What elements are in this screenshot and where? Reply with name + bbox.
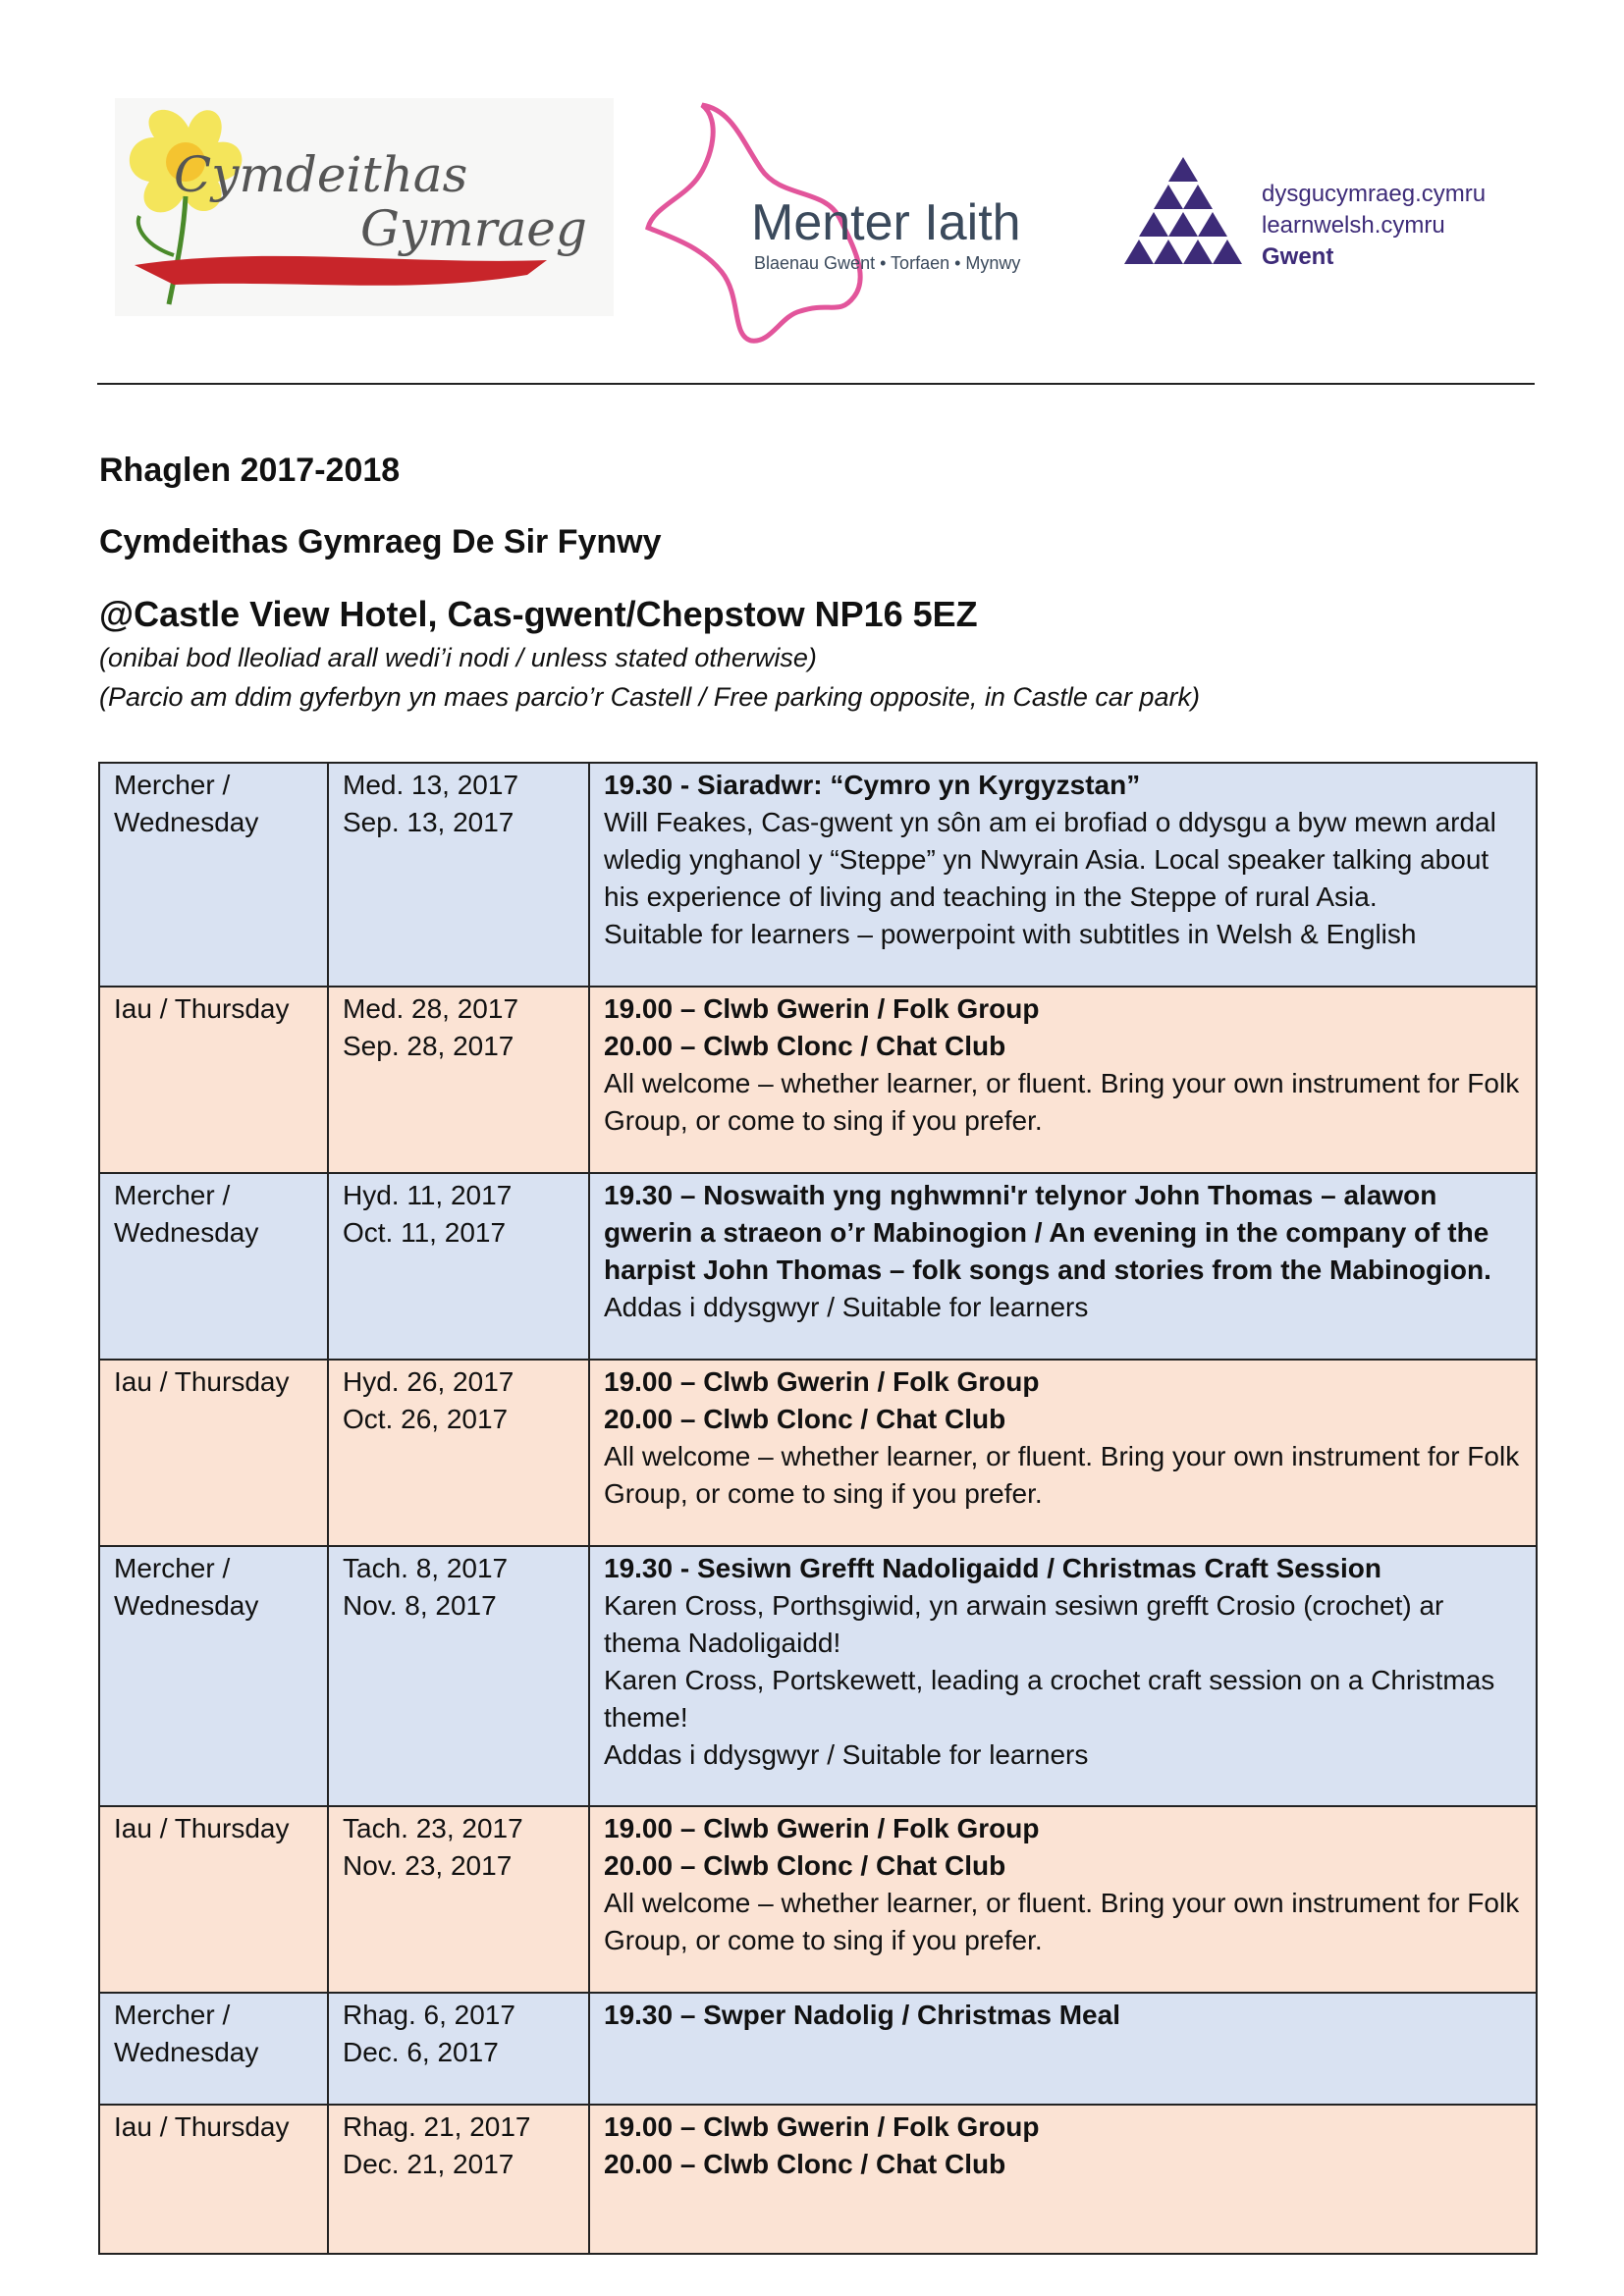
event-desc: Will Feakes, Cas-gwent yn sôn am ei brofiad o ddysgu a byw mewn ardal wledig ynghanol y “Steppe” yn Nwyrain Asia. Local speaker talking about his experience of living and teaching in the Steppe of rural Asia. [604,807,1496,912]
event-day: Iau / Thursday [99,2105,328,2254]
event-details [589,987,1537,1173]
society-name: Cymdeithas Gymraeg De Sir Fynwy [99,523,662,561]
event-desc: Addas i ddysgwyr / Suitable for learners [604,1292,1089,1322]
event-title: 20.00 – Clwb Clonc / Chat Club [604,1404,1006,1434]
learnwelsh-logo [1124,152,1537,280]
event-date: Hyd. 26, 2017 Oct. 26, 2017 [328,1360,589,1546]
event-desc: All welcome – whether learner, or fluent. Bring your own instrument for Folk Group, or come to sing if you prefer. [604,1068,1520,1136]
programme-title: Rhaglen 2017-2018 [99,452,401,489]
event-desc: Suitable for learners – powerpoint with subtitles in Welsh & English [604,919,1417,949]
event-desc: Karen Cross, Porthsgiwid, yn arwain sesiwn grefft Crosio (crochet) ar thema Nadoligaidd! [604,1590,1444,1658]
event-day: Mercher / Wednesday [99,1993,328,2105]
event-day: Mercher / Wednesday [99,1173,328,1360]
venue-address: @Castle View Hotel, Cas-gwent/Chepstow NP16 5EZ [99,594,978,634]
event-row [99,2105,1537,2254]
logo-lw-line1: dysgucymraeg.cymru [1262,181,1487,207]
programme-table [98,762,1538,2255]
parking-note: (Parcio am ddim gyferbyn yn maes parcio’r Castell / Free parking opposite, in Castle car park) [99,682,1200,712]
logo-cg-line2: Gymraeg [360,200,587,257]
event-day: Iau / Thursday [99,1806,328,1993]
triangle-mark-icon [1124,157,1242,264]
event-day: Mercher / Wednesday [99,1546,328,1806]
header-divider [97,383,1535,385]
event-date: Hyd. 11, 2017 Oct. 11, 2017 [328,1173,589,1360]
cymdeithas-gymraeg-logo [115,98,614,316]
event-details [589,1173,1537,1360]
event-title: 20.00 – Clwb Clonc / Chat Club [604,2149,1006,2179]
menter-iaith-logo [643,100,1075,346]
event-title: 19.30 - Siaradwr: “Cymro yn Kyrgyzstan” [604,770,1141,800]
event-row [99,1546,1537,1806]
event-date: Tach. 23, 2017 Nov. 23, 2017 [328,1806,589,1993]
event-row [99,1173,1537,1360]
event-desc: Addas i ddysgwyr / Suitable for learners [604,1739,1089,1770]
logo-mi-subtitle: Blaenau Gwent • Torfaen • Mynwy [754,253,1021,273]
event-details [589,1360,1537,1546]
event-details [589,2105,1537,2254]
event-row [99,763,1537,987]
logo-lw-line3: Gwent [1262,243,1334,270]
event-row [99,1360,1537,1546]
event-date: Tach. 8, 2017 Nov. 8, 2017 [328,1546,589,1806]
event-desc: All welcome – whether learner, or fluent. Bring your own instrument for Folk Group, or come to sing if you prefer. [604,1441,1520,1509]
event-title: 19.00 – Clwb Gwerin / Folk Group [604,993,1040,1024]
event-day: Iau / Thursday [99,1360,328,1546]
event-details [589,763,1537,987]
event-date: Med. 13, 2017 Sep. 13, 2017 [328,763,589,987]
event-date: Rhag. 6, 2017 Dec. 6, 2017 [328,1993,589,2105]
event-details [589,1546,1537,1806]
event-details [589,1993,1537,2105]
event-title: 19.00 – Clwb Gwerin / Folk Group [604,1813,1040,1843]
event-day: Mercher / Wednesday [99,763,328,987]
event-title: 19.00 – Clwb Gwerin / Folk Group [604,1366,1040,1397]
event-title: 19.00 – Clwb Gwerin / Folk Group [604,2111,1040,2142]
event-desc: All welcome – whether learner, or fluent. Bring your own instrument for Folk Group, or come to sing if you prefer. [604,1888,1520,1955]
logo-cg-line1: Cymdeithas [174,146,468,203]
event-title: 20.00 – Clwb Clonc / Chat Club [604,1850,1006,1881]
event-desc: Karen Cross, Portskewett, leading a crochet craft session on a Christmas theme! [604,1665,1495,1733]
event-row [99,1993,1537,2105]
event-title: 19.30 – Noswaith yng nghwmni'r telynor John Thomas – alawon gwerin a straeon o’r Mabinogion / An evening in the company of the harpist John Thomas – folk songs and stories from the Mabinogion. [604,1180,1491,1285]
event-title: 20.00 – Clwb Clonc / Chat Club [604,1031,1006,1061]
event-row [99,1806,1537,1993]
event-date: Rhag. 21, 2017 Dec. 21, 2017 [328,2105,589,2254]
logo-mi-title: Menter Iaith [751,194,1021,251]
event-details [589,1806,1537,1993]
venue-note: (onibai bod lleoliad arall wedi’i nodi / unless stated otherwise) [99,643,817,672]
dragon-swoosh-icon [135,256,547,286]
event-date: Med. 28, 2017 Sep. 28, 2017 [328,987,589,1173]
event-day: Iau / Thursday [99,987,328,1173]
event-title: 19.30 – Swper Nadolig / Christmas Meal [604,2000,1120,2030]
event-row [99,987,1537,1173]
logo-lw-line2: learnwelsh.cymru [1262,212,1445,239]
event-title: 19.30 - Sesiwn Grefft Nadoligaidd / Christmas Craft Session [604,1553,1381,1583]
